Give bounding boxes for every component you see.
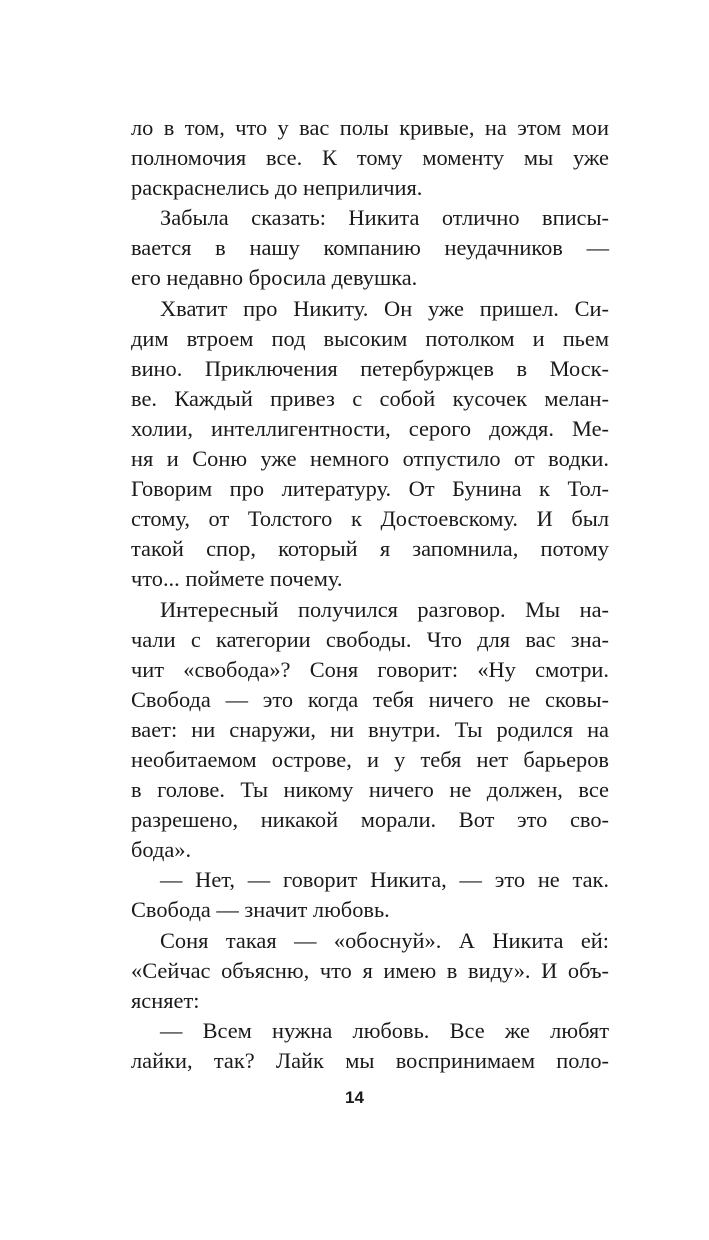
text-line: его недавно бросила девушка. — [131, 265, 418, 291]
text-line: разрешено, никакой морали. Вот это сво- — [131, 807, 609, 833]
text-line: дим втроем под высоким потолком и пьем — [131, 325, 609, 351]
text-line: Забыла сказать: Никита отлично вписы- — [160, 205, 609, 231]
text-line: лайки, так? Лайк мы воспринимаем поло- — [131, 1047, 609, 1073]
text-line: бода». — [131, 837, 192, 863]
text-line: в голове. Ты никому ничего не должен, все — [131, 777, 609, 803]
text-line: холии, интеллигентности, серого дождя. Ме- — [131, 415, 609, 441]
text-line: Свобода — это когда тебя ничего не сковы- — [131, 686, 609, 712]
text-line: такой спор, который я запомнила, потому — [131, 536, 609, 562]
text-line: «Сейчас объясню, что я имею в виду». И объ- — [131, 957, 609, 983]
text-line: Свобода — значит любовь. — [131, 897, 390, 923]
text-line: раскраснелись до неприличия. — [131, 175, 423, 201]
text-line: ясняет: — [131, 987, 200, 1013]
text-line: вино. Приключения петербуржцев в Моск- — [131, 355, 609, 381]
text-line: стому, от Толстого к Достоевскому. И был — [131, 506, 609, 532]
text-line: ня и Соню уже немного отпустило от водки. — [131, 446, 609, 472]
text-line: Говорим про литературу. От Бунина к Тол- — [131, 476, 609, 502]
text-line: Соня такая — «обоснуй». А Никита ей: — [160, 927, 609, 953]
text-line: полномочия все. К тому моменту мы уже — [131, 145, 609, 171]
body-text — [131, 113, 609, 1076]
page-number: 14 — [345, 1088, 364, 1107]
text-line: ве. Каждый привез с собой кусочек мелан- — [131, 385, 609, 411]
text-line: что... поймете почему. — [131, 566, 343, 592]
text-line: чит «свобода»? Соня говорит: «Ну смотри. — [131, 656, 609, 682]
text-line: — Всем нужна любовь. Все же любят — [160, 1017, 609, 1043]
text-line: вается в нашу компанию неудачников — — [131, 235, 609, 261]
text-line: ло в том, что у вас полы кривые, на этом мои — [131, 115, 609, 140]
text-line: Хватит про Никиту. Он уже пришел. Си- — [160, 295, 609, 321]
text-line: — Нет, — говорит Никита, — это не так. — [160, 867, 609, 893]
text-line: необитаемом острове, и у тебя нет барьеров — [131, 746, 609, 772]
text-line: Интересный получился разговор. Мы на- — [160, 596, 609, 622]
text-line: вает: ни снаружи, ни внутри. Ты родился на — [131, 716, 609, 742]
text-line: чали с категории свободы. Что для вас зна- — [131, 626, 609, 652]
